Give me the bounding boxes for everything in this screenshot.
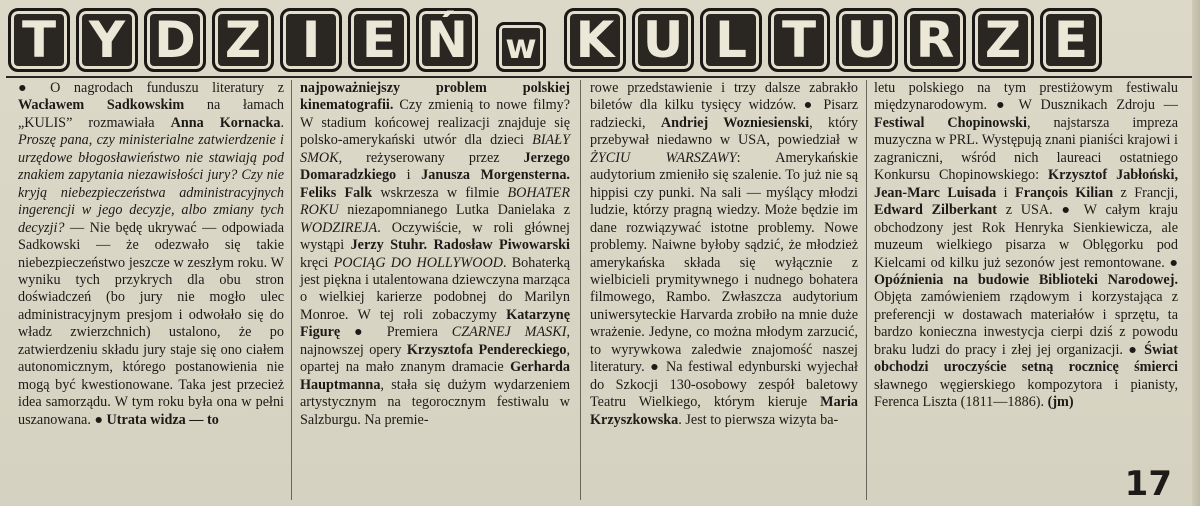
section-header	[8, 6, 1188, 74]
header-word-kulturze	[564, 8, 1102, 72]
header-letter: T	[768, 8, 830, 72]
page-edge	[1192, 0, 1200, 506]
header-rule	[6, 76, 1194, 78]
header-letter: Z	[212, 8, 274, 72]
column-divider	[866, 80, 867, 500]
header-letter: Z	[972, 8, 1034, 72]
header-letter: R	[904, 8, 966, 72]
header-letter: w	[496, 22, 546, 72]
header-letter: D	[144, 8, 206, 72]
header-letter: K	[564, 8, 626, 72]
article-column-4: letu polskiego na tym prestiżowym festiwalu międzynarodowym. ● W Dusznikach Zdroju — Festiwal Chopinowski, najstarsza impreza muzyczna w PRL. Występują znani pianiści krajowi i zagraniczni, wśród nich laureaci ostatniego Konkursu Chopinowskiego: Krzysztof Jabłoński, Jean-Marc Luisada i François Kilian z Francji, Edward Zilberkant z USA. ● W całym kraju obchodzony jest Rok Henryka Sienkiewicza, ale muzeum wielkiego pisarza w Oblęgorku pod Kielcami od kilku już sezonów jest remontowane. ● Opóźnienia na budowie Biblioteki Narodowej. Objęta zamówieniem rządowym i korzystająca z preferencji w dostawach materiałów i sprzętu, ta bardzo konieczna inwestycja cierpi dziś z powodu braku ludzi do pracy i złej jej organizacji. ● Świat obchodzi uroczyście setną rocznicę śmierci sławnego węgierskiego kompozytora i pianisty, Ferenca Liszta (1811—1886). (jm)	[874, 80, 1178, 411]
header-letter: L	[700, 8, 762, 72]
header-letter: T	[8, 8, 70, 72]
header-letter: E	[1040, 8, 1102, 72]
header-letter: Ń	[416, 8, 478, 72]
header-letter: E	[348, 8, 410, 72]
header-letter: Y	[76, 8, 138, 72]
article-column-2: najpoważniejszy problem polskiej kinematografii. Czy zmienią to nowe filmy? W stadium końcowej realizacji znajduje się polsko-amerykański utwór dla dzieci BIAŁY SMOK, reżyserowany przez Jerzego Domaradzkiego i Janusza Morgensterna. Feliks Falk wskrzesza w filmie BOHATER ROKU niezapomnianego Lutka Danielaka z WODZIREJA. Oczywiście, w roli głównej wystąpi Jerzy Stuhr. Radosław Piwowarski kręci POCIĄG DO HOLLYWOOD. Bohaterką jest piękna i utalentowana dziewczyna marząca o wielkiej karierze podobnej do Marilyn Monroe. W tej roli zobaczymy Katarzynę Figurę ● Premiera CZARNEJ MASKI, najnowszej opery Krzysztofa Pendereckiego, opartej na mało znanym dramacie Gerharda Hauptmanna, stała się dużym wydarzeniem artystycznym na tegorocznym festiwalu w Salzburgu. Na premie-	[300, 80, 570, 428]
article-column-1: ● O nagrodach funduszu literatury z Wacławem Sadkowskim na łamach „KULIS” rozmawiała Anna Kornacka. Proszę pana, czy ministerialne zatwierdzenie i urzędowe błogosławieństwo nie stawiają pod znakiem zapytania niezawisłości jury? Czy nie kryją niebezpieczeństwa administracyjnych ingerencji w jego decyzje, albo zmiany tych decyzji? — Nie będę ukrywać — odpowiada Sadkowski — że odezwało się takie niebezpieczeństwo jeszcze w zeszłym roku. W wyniku tych przykrych dla obu stron doświadczeń (bo jury nie mogło ulec administracyjnym presjom i odwołało się do władz zwierzchnich) ustalono, że po zatwierdzeniu składu jury staje się ono ciałem autonomicznym, którego postanowienia nie mogą być kwestionowane. Taka jest przecież idea samorządu. W tym roku była ona w pełni uszanowana. ● Utrata widza — to	[18, 80, 285, 428]
column-divider	[291, 80, 292, 500]
header-word-tydzien	[8, 8, 478, 72]
header-letter: U	[632, 8, 694, 72]
header-letter: U	[836, 8, 898, 72]
header-letter: I	[280, 8, 342, 72]
column-divider	[580, 80, 581, 500]
article-column-3: rowe przedstawienie i trzy dalsze zabrakło biletów dla kilku tysięcy widzów. ● Pisarz radziecki, Andriej Wozniesienski, który przebywał niedawno w USA, powiedział w ŻYCIU WARSZAWY: Amerykańskie audytorium zmieniło się szalenie. To już nie są hippisi czy punki. Na sali — myślący młodzi ludzie, którzy pragną wiedzy. Może będzie im dane rozwiązywać istotne problemy. Nowe problemy. Naiwne byłoby sądzić, że młodzież amerykańska składa się wyłącznie z wielbicieli prymitywnego i nudnego bohatera filmowego, Rambo. Zwłaszcza audytorium uniwersyteckie Harvarda zrobiło na mnie duże wrażenie. Jedyne, co można młodym zarzucić, to wyrywkowa zaledwie znajomość naszej literatury. ● Na festiwal edynburski wyjechał do Szkocji 130-osobowy zespół baletowy Teatru Wielkiego, którym kieruje Maria Krzyszkowska. Jest to pierwsza wizyta ba-	[590, 80, 858, 428]
header-word-w	[496, 8, 546, 72]
page-number: 17	[1124, 464, 1172, 504]
